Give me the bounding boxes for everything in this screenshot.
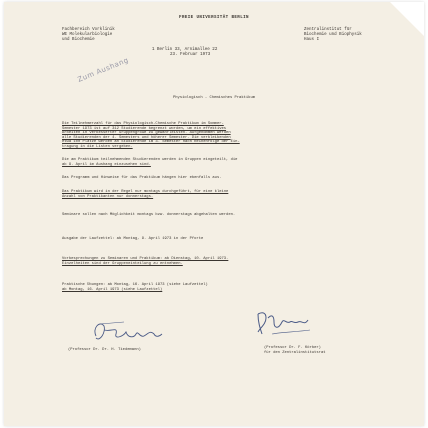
letterhead-left-2: WE Molekularbiologie	[62, 33, 113, 37]
paragraph-6: Ausgabe der Laufzettel: ab Montag, 9. April 1973 in der Pforte	[62, 237, 204, 241]
letterhead-address: 1 Berlin 33, Arnimallee 22	[152, 48, 218, 52]
paragraph-1-line-1: Die Teilnehmerzahl für das Physiologisch-Chemische Praktikum im Sommer-	[62, 122, 224, 126]
paragraph-1-line-5: etwa 100 Plätze werden an Studierende im 3. Semester nach Reihenfolge der Ein-	[62, 140, 240, 145]
signature-tiedemann	[90, 316, 164, 346]
letter-date: 23. Februar 1973	[170, 53, 211, 57]
notice-stamp: Zum Aushang	[76, 56, 130, 84]
paragraph-7-line-2: Einzelheiten sind der Gruppeneinteilung zu entnehmen.	[62, 261, 183, 266]
paragraph-1-line-2: Semester 1973 ist auf 312 Studierende begrenzt worden, um ein effektives	[62, 126, 227, 131]
paragraph-4-line-2: Anzahl von Praktikanten nur donnerstags.	[62, 194, 154, 199]
letterhead-right-3: Haus I	[304, 38, 320, 42]
paragraph-8-line-2: ab Montag, 16. April 1973 (siehe Laufzettel)	[62, 287, 163, 292]
letterhead-left-3: und Biochemie	[62, 38, 95, 42]
signatory-1-name: (Professor Dr. Dr. H. Tiedemann)	[68, 348, 141, 352]
signature-koerber	[252, 308, 314, 338]
paragraph-8-line-1: Praktische Übungen: ab Montag, 16. April 1973 (siehe Laufzettel)	[62, 283, 208, 287]
paragraph-2-line-2: ab 9. April im Aushang einzusehen sind.	[62, 162, 151, 167]
paragraph-7-line-1: Vorbesprechungen zu Seminaren und Praktikum: ab Dienstag, 10. April 1973.	[62, 257, 229, 261]
paragraph-3: Das Programm und Hinweise für das Praktikum hängen hier ebenfalls aus.	[62, 176, 222, 180]
signatory-2-name: (Professor Dr. F. Körber)	[264, 346, 321, 350]
paragraph-4-line-1: Das Praktikum wird in der Regel nur montags durchgeführt, für eine kleine	[62, 190, 229, 194]
signatory-2-role: für den Zentralinstitutsrat	[264, 351, 326, 355]
university-name: FREIE UNIVERSITÄT BERLIN	[179, 16, 249, 20]
paragraph-1-line-3: Arbeiten in verbesserter Gruppengröße zu gewährleisten. Aufgenommen werden	[62, 131, 231, 136]
paragraph-1-line-4: alle Studierenden der 4. Semesters und höherer Semester. Die verbleibenden	[62, 135, 231, 140]
paragraph-5: Seminare sollen nach Möglichkeit montags bzw. donnerstags abgehalten werden.	[62, 213, 236, 217]
notice-subject: Physiologisch - Chemisches Praktikum	[172, 96, 256, 100]
letterhead-right-2: Biochemie und Biophysik	[304, 33, 362, 37]
letterhead-left-1: Fachbereich Vorklinik	[62, 28, 115, 32]
paragraph-1-line-6: tragung in die Listen vergeben.	[62, 145, 133, 149]
document-page	[4, 2, 424, 426]
letterhead-right-1: Zentralinstitut für	[304, 28, 352, 32]
paragraph-2-line-1: Die am Praktikum teilnehmenden Studierenden werden in Gruppen eingeteilt, die	[62, 158, 238, 162]
